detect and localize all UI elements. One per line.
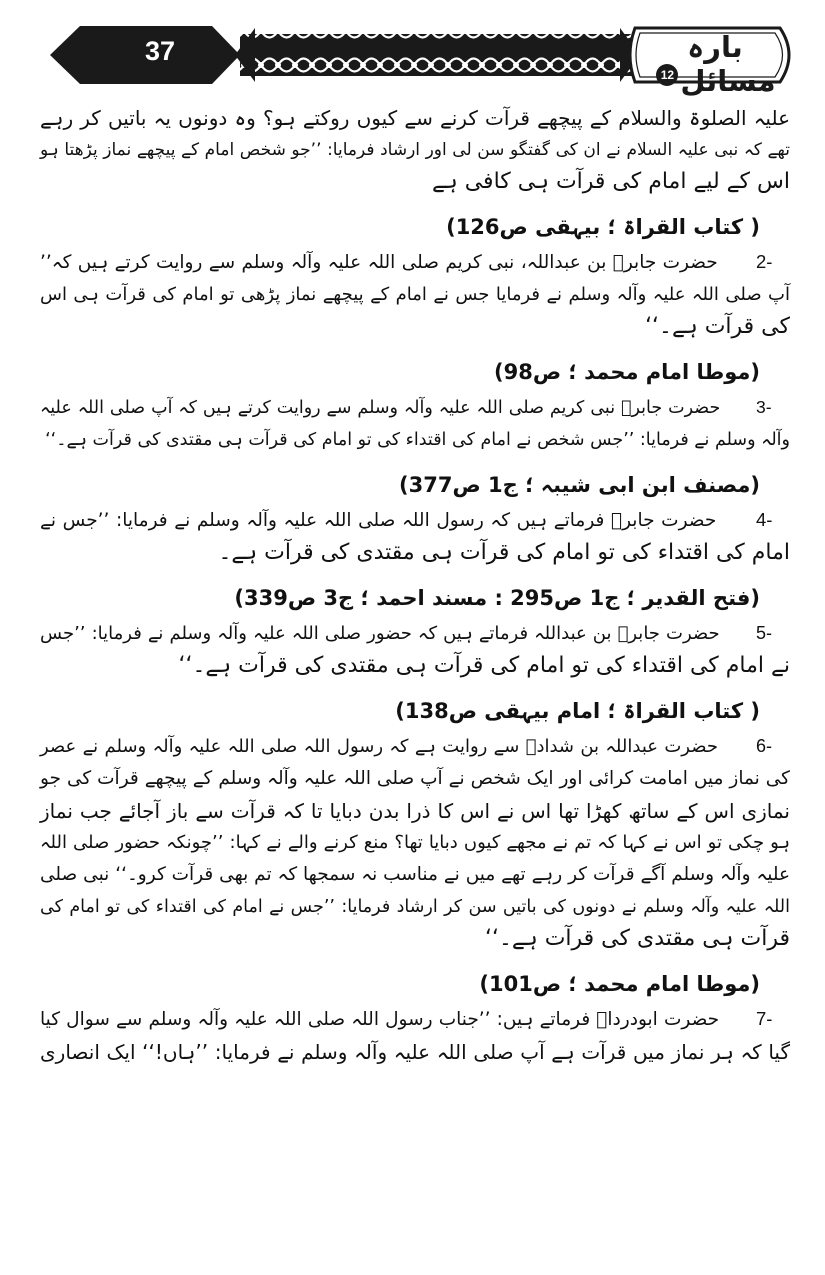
reference-citation: (موطا امام محمد ؛ ص101) xyxy=(479,972,760,996)
book-title-text: بارہ مسائل xyxy=(680,30,776,98)
text-line: گیا کہ ہر نماز میں قرآت ہے آپ صلی اللہ علیہ وآلہ وسلم نے فرمایا: ’’ہاں!‘‘ ایک انصاری xyxy=(40,1040,790,1064)
text-line: علیہ وآلہ وسلم آگے قرآت کر رہے تھے میں نے مناسب نہ سمجھا کہ تم بھی قرآت کرو۔‘‘ نبی صلی xyxy=(40,864,790,885)
text-line: اللہ علیہ وآلہ وسلم نے دونوں کی باتیں سن کر ارشاد فرمایا: ’’جس نے امام کی اقتداء کی تو امام کی xyxy=(40,897,790,917)
reference-citation: (فتح القدیر ؛ ج1 ص295 : مسند احمد ؛ ج3 ص339) xyxy=(234,586,760,610)
hadith-paragraph-2 xyxy=(40,246,790,343)
paragraph-number: 2- xyxy=(756,251,773,272)
page-body xyxy=(40,98,790,1068)
text-line: حضرت عبداللہ بن شدادؓ سے روایت ہے کہ رسول اللہ صلی اللہ علیہ وآلہ وسلم نے عصر xyxy=(40,736,718,757)
text-line: قرآت ہی مقتدی کی قرآت ہے۔‘‘ xyxy=(485,926,790,951)
text-line: آپ صلی اللہ علیہ وآلہ وسلم نے فرمایا جس نے امام کے پیچھے نماز پڑھی تو امام کی قرآت ہی اس xyxy=(40,284,790,305)
title-number-badge: 12 xyxy=(656,64,678,86)
text-line: اس کے لیے امام کی قرآت ہی کافی ہے xyxy=(431,169,790,194)
text-line: کی قرآت ہے۔‘‘ xyxy=(645,314,790,339)
text-line: حضرت جابرؓ بن عبداللہ فرماتے ہیں کہ حضور صلی اللہ علیہ وآلہ وسلم نے فرمایا: ’’جس xyxy=(40,623,720,644)
book-title xyxy=(640,30,790,98)
hadith-paragraph-7 xyxy=(40,1003,790,1068)
hadith-paragraph-4 xyxy=(40,504,790,569)
reference-citation: (موطا امام محمد ؛ ص98) xyxy=(494,360,760,384)
text-line: حضرت جابرؓ نبی کریم صلی اللہ علیہ وآلہ وسلم سے روایت کرتے ہیں کہ آپ صلی اللہ علیہ xyxy=(40,398,721,418)
text-line: امام کی اقتداء کی تو امام کی قرآت ہی مقتدی کی قرآت ہے۔ xyxy=(218,540,790,565)
paragraph-number: 5- xyxy=(755,623,772,643)
paragraph-number: 7- xyxy=(756,1008,773,1029)
page-header xyxy=(40,14,800,96)
intro-paragraph xyxy=(40,102,790,198)
text-line: ہو چکی تو اس نے کہا کہ تم نے مجھے کیوں دبایا تھا؟ منع کرنے والے نے کہا: ’’چونکہ حضور صلی اللہ xyxy=(40,832,790,853)
reference-citation: ( کتاب القراۃ ؛ بیہقی ص126) xyxy=(446,215,760,239)
text-line: کی نماز میں امامت کرائی اور ایک شخص نے آپ صلی اللہ علیہ وآلہ وسلم کے پیچھے قرآت کی جو xyxy=(40,768,790,789)
hadith-paragraph-6 xyxy=(40,730,790,955)
text-line: حضرت ابودرداؓ فرماتے ہیں: ’’جناب رسول اللہ صلی اللہ علیہ وآلہ وسلم سے سوال کیا xyxy=(40,1009,720,1030)
paragraph-number: 6- xyxy=(756,736,773,756)
paragraph-number: 3- xyxy=(755,397,772,417)
hadith-paragraph-5 xyxy=(40,617,790,682)
hadith-paragraph-3 xyxy=(40,391,790,456)
text-line: نمازی اس کے ساتھ کھڑا تھا اس نے اس کا ذرا بدن دبایا تا کہ قرآت سے باز آجائے جب نماز xyxy=(40,799,790,823)
text-line: حضرت جابرؓ فرماتے ہیں کہ رسول اللہ صلی اللہ علیہ وآلہ وسلم نے فرمایا: ’’جس نے xyxy=(40,510,717,531)
text-line: تھے کہ نبی علیہ السلام نے ان کی گفتگو سن لی اور ارشاد فرمایا: ’’جو شخص امام کے پیچھے نماز پڑھتا ہو xyxy=(40,140,790,160)
paragraph-number: 4- xyxy=(755,509,773,530)
text-line: حضرت جابرؓ بن عبداللہ، نبی کریم صلی اللہ علیہ وآلہ وسلم سے روایت کرتے ہیں کہ’’ xyxy=(40,252,718,273)
text-line: وآلہ وسلم نے فرمایا: ’’جس شخص نے امام کی اقتداء کی تو امام کی قرآت ہی مقتدی کی قرآت ہے۔‘‘ xyxy=(45,430,790,450)
text-line: علیہ الصلوۃ والسلام کے پیچھے قرآت کرنے سے کیوں روکتے ہو؟ وہ دونوں یہ باتیں کر رہے xyxy=(40,106,790,130)
reference-citation: (مصنف ابن ابی شیبہ ؛ ج1 ص377) xyxy=(398,473,760,497)
reference-citation: ( کتاب القراۃ ؛ امام بیہقی ص138) xyxy=(395,699,760,723)
page-number: 37 xyxy=(144,36,176,66)
text-line: نے امام کی اقتداء کی تو امام کی قرآت ہی مقتدی کی قرآت ہے۔‘‘ xyxy=(178,653,790,678)
